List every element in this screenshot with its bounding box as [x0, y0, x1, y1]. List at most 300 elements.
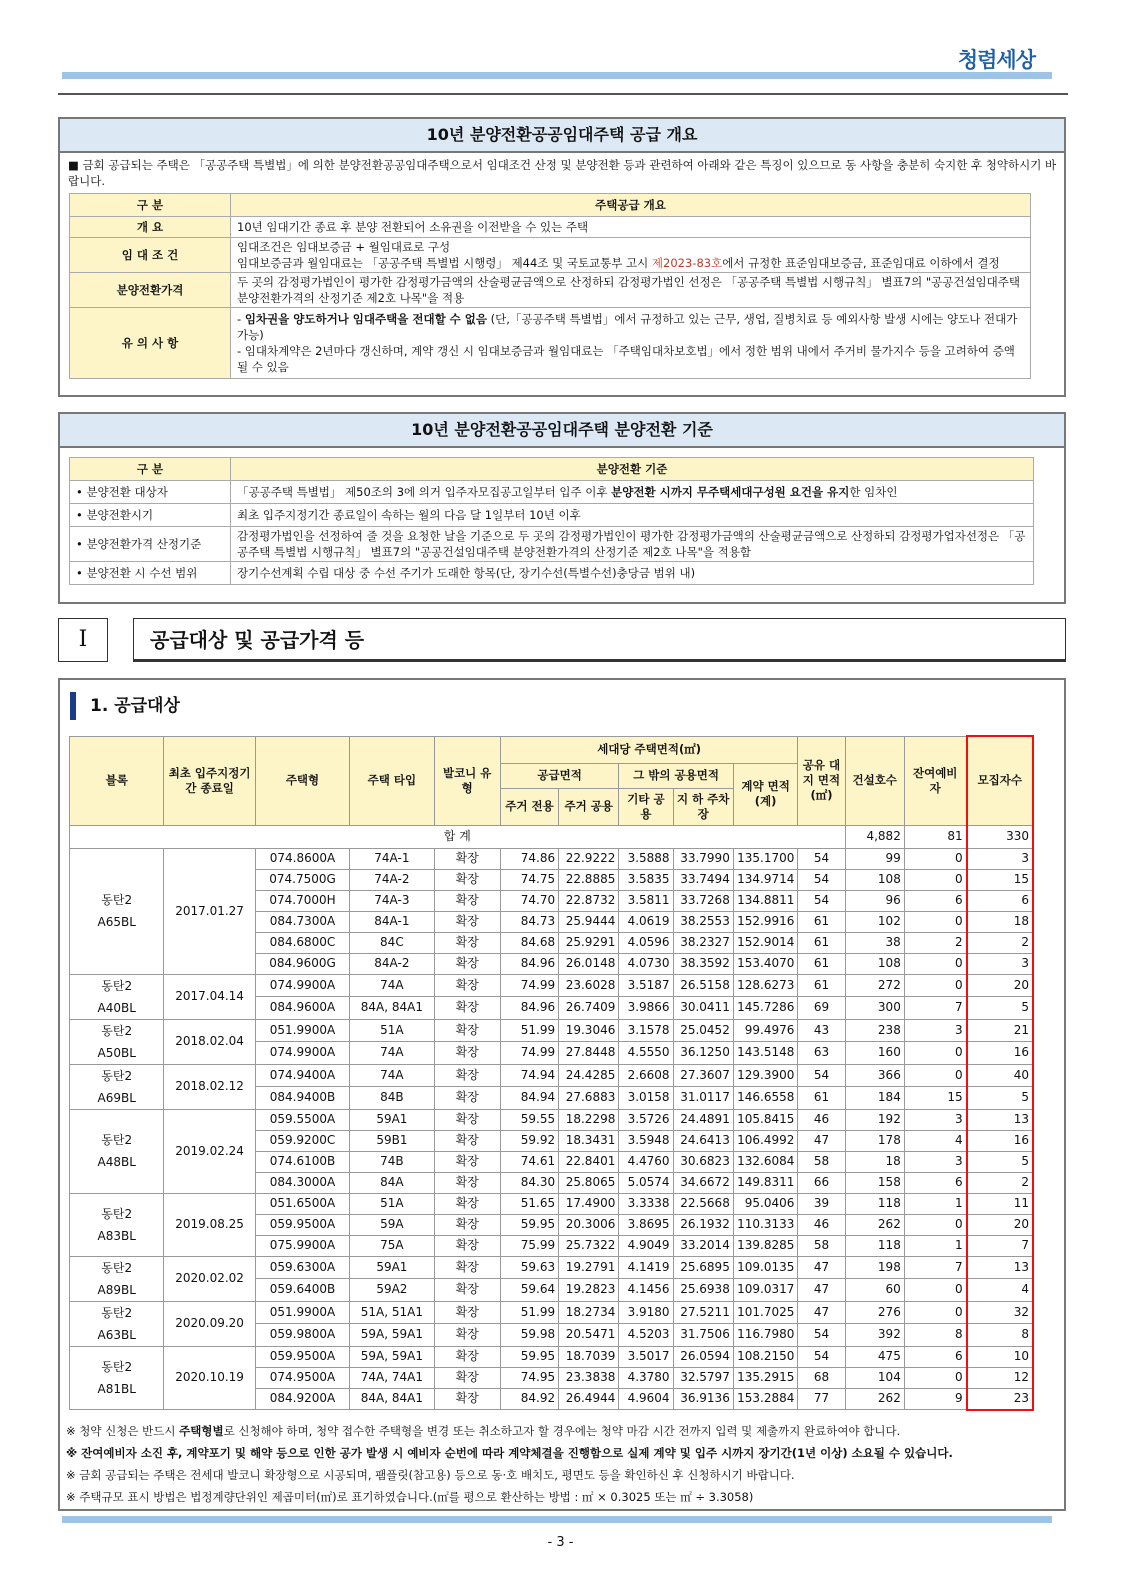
conversion-title: 10년 분양전환공공임대주택 분양전환 기준 [60, 414, 1064, 448]
table-cell: 54 [798, 1346, 845, 1367]
table-cell: 152.9014 [733, 932, 798, 953]
table-cell: 84.92 [500, 1388, 558, 1410]
table-cell: 4.3780 [619, 1367, 673, 1388]
table-cell: 20.5471 [559, 1324, 619, 1347]
table-cell: 74A [350, 1042, 434, 1065]
footnote-3: ※ 금회 공급되는 주택은 전세대 발코니 확장형으로 시공되며, 팸플릿(참고용) 등으로 동·호 배치도, 평면도 등을 확인하신 후 신청하시기 바랍니다. [66, 1468, 795, 1482]
table-cell: 47 [798, 1279, 845, 1302]
conversion-label-price: • 분양전환가격 산정기준 [70, 527, 231, 562]
table-cell: 0 [904, 1064, 966, 1087]
col-built: 건설호수 [845, 736, 904, 825]
table-cell: 074.9400A [255, 1064, 349, 1087]
table-cell: 184 [845, 1087, 904, 1110]
table-cell: 84C [350, 932, 434, 953]
table-cell: 7 [904, 997, 966, 1020]
conversion-col-category: 구 분 [70, 458, 231, 481]
table-cell: 19.3046 [559, 1019, 619, 1042]
col-land-area: 공유 대지 면적 (㎡) [798, 736, 845, 825]
table-cell: 074.8600A [255, 848, 349, 869]
table-cell: 59.64 [500, 1279, 558, 1302]
total-row [70, 825, 1034, 848]
table-cell: 51A [350, 1019, 434, 1042]
caution-dash: - [237, 312, 245, 326]
table-cell: 074.7500G [255, 869, 349, 890]
table-cell: 146.6558 [733, 1087, 798, 1110]
table-cell: 16 [967, 1042, 1033, 1065]
footnote-4: ※ 주택규모 표시 방법은 법정계량단위인 제곱미터(㎡)로 표기하였습니다.(㎡를 평으로 환산하는 방법 : ㎡ × 0.3025 또는 ㎡ ÷ 3.3058) [66, 1490, 754, 1504]
table-cell: 74.86 [500, 848, 558, 869]
table-cell: 3.9180 [619, 1301, 673, 1324]
table-cell: 31.0117 [673, 1087, 733, 1110]
table-cell: 128.6273 [733, 974, 798, 997]
table-cell: 129.3900 [733, 1064, 798, 1087]
table-cell: 5 [967, 1151, 1033, 1172]
table-cell: 4.1419 [619, 1256, 673, 1279]
table-cell: 확장 [434, 1256, 500, 1279]
table-cell: 확장 [434, 1324, 500, 1347]
table-cell: 확장 [434, 1193, 500, 1214]
table-cell: 27.6883 [559, 1087, 619, 1110]
table-cell: 69 [798, 997, 845, 1020]
table-cell: 59A, 59A1 [350, 1346, 434, 1367]
table-cell: 153.4070 [733, 953, 798, 974]
table-cell: 23 [967, 1388, 1033, 1410]
table-cell: 84B [350, 1087, 434, 1110]
conversion-price-text: 감정평가법인을 선정하여 줄 것을 요청한 날을 기준으로 두 곳의 감정평가법인이 평가한 감정평가금액의 산술평균금액으로 산정하되 감정평가업자선정은 「공공주택 특별법 시행규칙」 별표7의 "공공건설임대주택 분양전환가격의 산정기준 제2호 나목"을 적용함 [231, 527, 1034, 562]
table-cell: 15 [904, 1087, 966, 1110]
col-etc: 기타 공용 [619, 788, 673, 825]
overview-col-summary: 주택공급 개요 [231, 194, 1031, 217]
table-cell: 3.5835 [619, 869, 673, 890]
table-cell: 26.0594 [673, 1346, 733, 1367]
logo [958, 44, 1035, 74]
table-cell: 149.8311 [733, 1172, 798, 1193]
table-cell: 59.63 [500, 1256, 558, 1279]
table-cell: 61 [798, 1087, 845, 1110]
table-cell: 108.2150 [733, 1346, 798, 1367]
table-cell: 118 [845, 1235, 904, 1256]
table-cell: 3.5888 [619, 848, 673, 869]
table-cell: 18.2734 [559, 1301, 619, 1324]
table-cell: 139.8285 [733, 1235, 798, 1256]
table-cell: 109.0135 [733, 1256, 798, 1279]
table-cell: 26.5158 [673, 974, 733, 997]
table-cell: 4.1456 [619, 1279, 673, 1302]
table-row [70, 1064, 1034, 1087]
table-cell: 38.3592 [673, 953, 733, 974]
table-cell: 66 [798, 1172, 845, 1193]
block-cell: 동탄2 A69BL [70, 1064, 164, 1109]
table-cell: 18 [845, 1151, 904, 1172]
table-cell: 059.5500A [255, 1109, 349, 1130]
table-cell: 0 [904, 974, 966, 997]
caution-line-2: - 임대차계약은 2년마다 갱신하며, 계약 갱신 시 임대보증금과 월임대료는 「주택임대차보호법」에서 정한 범위 내에서 주거비 물가지수 등을 고려하여 증액될 수 있음 [237, 344, 1015, 374]
table-cell: 17.4900 [559, 1193, 619, 1214]
table-cell: 106.4992 [733, 1130, 798, 1151]
table-cell: 96 [845, 890, 904, 911]
table-cell: 30.0411 [673, 997, 733, 1020]
table-cell: 153.2884 [733, 1388, 798, 1410]
table-cell: 272 [845, 974, 904, 997]
overview-col-category: 구 분 [70, 194, 231, 217]
overview-price-text: 두 곳의 감정평가법인이 평가한 감정평가금액의 산술평균금액으로 산정하되 감정평가법인 선정은 「공공주택 특별법 시행규칙」 별표7의 "공공건설임대주택 분양전환가격의 산정기준 제2호 나목"을 적용 [231, 273, 1031, 308]
table-cell: 74.99 [500, 1042, 558, 1065]
table-cell: 392 [845, 1324, 904, 1347]
table-cell: 25.9444 [559, 911, 619, 932]
table-cell: 13 [967, 1256, 1033, 1279]
table-cell: 3.1578 [619, 1019, 673, 1042]
table-cell: 38 [845, 932, 904, 953]
overview-note: ■ 금회 공급되는 주택은 「공공주택 특별법」에 의한 분양전환공공임대주택으로서 임대조건 산정 및 분양전환 등과 관련하여 아래와 같은 특징이 있으므로 동 사항을 충분히 숙지한 후 청약하시기 바랍니다. [68, 158, 1057, 188]
table-cell: 47 [798, 1301, 845, 1324]
overview-label-price: 분양전환가격 [70, 273, 231, 308]
footnote-1b: 주택형별 [179, 1424, 224, 1438]
table-cell: 20.3006 [559, 1214, 619, 1235]
table-cell: 46 [798, 1109, 845, 1130]
table-cell: 22.8732 [559, 890, 619, 911]
table-cell: 84.73 [500, 911, 558, 932]
table-cell: 0 [904, 1367, 966, 1388]
table-cell: 3.8695 [619, 1214, 673, 1235]
table-cell: 확장 [434, 997, 500, 1020]
table-cell: 7 [967, 1235, 1033, 1256]
table-cell: 74A, 74A1 [350, 1367, 434, 1388]
block-cell: 동탄2 A40BL [70, 974, 164, 1019]
table-cell: 25.8065 [559, 1172, 619, 1193]
table-cell: 1 [904, 1193, 966, 1214]
table-cell: 77 [798, 1388, 845, 1410]
table-cell: 32.5797 [673, 1367, 733, 1388]
table-cell: 46 [798, 1214, 845, 1235]
table-cell: 84A-2 [350, 953, 434, 974]
table-cell: 26.7409 [559, 997, 619, 1020]
date-cell: 2017.01.27 [164, 848, 255, 974]
date-cell: 2020.09.20 [164, 1301, 255, 1346]
table-cell: 59A2 [350, 1279, 434, 1302]
table-cell: 확장 [434, 848, 500, 869]
table-cell: 5.0574 [619, 1172, 673, 1193]
table-cell: 0 [904, 1042, 966, 1065]
table-cell: 99.4976 [733, 1019, 798, 1042]
date-cell: 2019.02.24 [164, 1109, 255, 1193]
table-cell: 6 [904, 890, 966, 911]
table-cell: 확장 [434, 1019, 500, 1042]
table-cell: 84A, 84A1 [350, 1388, 434, 1410]
table-cell: 6 [904, 1346, 966, 1367]
table-cell: 18.7039 [559, 1346, 619, 1367]
conditions-line-2 [237, 255, 1024, 271]
table-cell: 074.9900A [255, 1042, 349, 1065]
table-cell: 4.9604 [619, 1388, 673, 1410]
table-cell: 8 [967, 1324, 1033, 1347]
conversion-timing-text: 최초 입주지정기간 종료일이 속하는 월의 다음 달 1일부터 10년 이후 [231, 504, 1034, 527]
block-cell: 동탄2 A81BL [70, 1346, 164, 1410]
table-cell: 108 [845, 953, 904, 974]
table-cell: 084.3000A [255, 1172, 349, 1193]
footer-bar [62, 1516, 1052, 1523]
table-cell: 22.8885 [559, 869, 619, 890]
table-cell: 6 [904, 1172, 966, 1193]
table-cell: 074.9500A [255, 1367, 349, 1388]
table-cell: 75.99 [500, 1235, 558, 1256]
table-cell: 74A-2 [350, 869, 434, 890]
table-cell: 276 [845, 1301, 904, 1324]
table-cell: 198 [845, 1256, 904, 1279]
table-cell: 26.4944 [559, 1388, 619, 1410]
table-cell: 3.3338 [619, 1193, 673, 1214]
col-supply-area: 공급면적 [500, 763, 619, 788]
table-cell: 0 [904, 869, 966, 890]
table-cell: 59.55 [500, 1109, 558, 1130]
table-cell: 2 [967, 932, 1033, 953]
table-cell: 확장 [434, 1346, 500, 1367]
table-cell: 40 [967, 1064, 1033, 1087]
table-cell: 059.9500A [255, 1346, 349, 1367]
caution-bold: 임차권을 양도하거나 임대주택을 전대할 수 없음 [244, 312, 488, 326]
table-cell: 18.2298 [559, 1109, 619, 1130]
table-cell: 19.2791 [559, 1256, 619, 1279]
notice-number: 제2023-83호 [651, 256, 723, 270]
table-cell: 152.9916 [733, 911, 798, 932]
table-cell: 84A [350, 1172, 434, 1193]
table-cell: 74A [350, 974, 434, 997]
table-cell: 3.5948 [619, 1130, 673, 1151]
table-row [70, 1346, 1034, 1367]
col-contract-area: 계약 면적 (계) [733, 763, 798, 825]
caution-line-1 [237, 311, 1024, 343]
block-cell: 동탄2 A63BL [70, 1301, 164, 1346]
table-cell: 33.7990 [673, 848, 733, 869]
table-cell: 22.8401 [559, 1151, 619, 1172]
table-cell: 8 [904, 1324, 966, 1347]
table-cell: 74A [350, 1064, 434, 1087]
table-cell: 4 [967, 1279, 1033, 1302]
conversion-table [69, 457, 1034, 585]
table-cell: 74.95 [500, 1367, 558, 1388]
table-cell: 확장 [434, 1151, 500, 1172]
overview-table [69, 193, 1031, 379]
total-recruit: 330 [967, 825, 1033, 848]
date-cell: 2019.08.25 [164, 1193, 255, 1256]
table-cell: 33.7268 [673, 890, 733, 911]
footnote-1a: ※ 청약 신청은 반드시 [66, 1424, 180, 1438]
total-built: 4,882 [845, 825, 904, 848]
table-cell: 3 [904, 1019, 966, 1042]
table-cell: 3.5187 [619, 974, 673, 997]
table-cell: 15 [967, 869, 1033, 890]
table-row [70, 1019, 1034, 1042]
table-cell: 23.6028 [559, 974, 619, 997]
table-cell: 38.2327 [673, 932, 733, 953]
col-area-group: 세대당 주택면적(㎡) [500, 736, 798, 763]
table-cell: 확장 [434, 1042, 500, 1065]
block-cell: 동탄2 A48BL [70, 1109, 164, 1193]
total-reserve: 81 [904, 825, 966, 848]
col-other-common: 그 밖의 공용면적 [619, 763, 733, 788]
table-cell: 5 [967, 1087, 1033, 1110]
table-cell: 22.9222 [559, 848, 619, 869]
table-cell: 4.5550 [619, 1042, 673, 1065]
table-cell: 39 [798, 1193, 845, 1214]
table-cell: 20 [967, 974, 1033, 997]
table-cell: 158 [845, 1172, 904, 1193]
table-cell: 0 [904, 1279, 966, 1302]
table-cell: 99 [845, 848, 904, 869]
table-cell: 084.9600A [255, 997, 349, 1020]
table-cell: 059.6300A [255, 1256, 349, 1279]
overview-caution-text [231, 308, 1031, 379]
table-cell: 26.1932 [673, 1214, 733, 1235]
table-cell: 2 [904, 932, 966, 953]
table-cell: 108 [845, 869, 904, 890]
table-cell: 61 [798, 932, 845, 953]
table-cell: 84A-1 [350, 911, 434, 932]
page-number: - 3 - [547, 1535, 574, 1550]
col-reserve: 잔여예비자 [904, 736, 966, 825]
col-living: 주거 전용 [500, 788, 558, 825]
table-cell: 54 [798, 869, 845, 890]
table-cell: 3 [904, 1109, 966, 1130]
table-cell: 134.9714 [733, 869, 798, 890]
table-cell: 51A [350, 1193, 434, 1214]
table-cell: 059.9200C [255, 1130, 349, 1151]
table-cell: 51.65 [500, 1193, 558, 1214]
table-cell: 58 [798, 1235, 845, 1256]
table-cell: 051.9900A [255, 1019, 349, 1042]
table-cell: 19.2823 [559, 1279, 619, 1302]
conversion-repair-text: 장기수선계획 수립 대상 중 수선 주기가 도래한 항목(단, 장기수선(특별수선)충당금 범위 내) [231, 562, 1034, 585]
table-cell: 6 [967, 890, 1033, 911]
table-cell: 36.1250 [673, 1042, 733, 1065]
table-cell: 32 [967, 1301, 1033, 1324]
overview-label-conditions: 임 대 조 건 [70, 238, 231, 273]
table-cell: 105.8415 [733, 1109, 798, 1130]
table-row [70, 974, 1034, 997]
overview-title: 10년 분양전환공공임대주택 공급 개요 [60, 119, 1064, 153]
header-bar [62, 72, 1052, 79]
table-cell: 74A-3 [350, 890, 434, 911]
table-cell: 확장 [434, 1214, 500, 1235]
table-cell: 178 [845, 1130, 904, 1151]
table-cell: 59A1 [350, 1256, 434, 1279]
table-cell: 4.0619 [619, 911, 673, 932]
table-cell: 61 [798, 953, 845, 974]
table-cell: 59B1 [350, 1130, 434, 1151]
table-cell: 135.2915 [733, 1367, 798, 1388]
table-cell: 27.8448 [559, 1042, 619, 1065]
footnote-1c: 로 신청해야 하며, 청약 접수한 주택형을 변경 또는 취소하고자 할 경우에는 청약 마감 시간 전까지 입력 및 제출까지 완료하여야 합니다. [223, 1424, 901, 1438]
table-cell: 4 [904, 1130, 966, 1151]
table-row [70, 1301, 1034, 1324]
eligible-bold: 분양전환 시까지 무주택세대구성원 요건을 유지 [611, 485, 850, 499]
table-cell: 475 [845, 1346, 904, 1367]
eligible-a: 「공공주택 특별법」 제50조의 3에 의거 입주자모집공고일부터 입주 이후 [237, 485, 612, 499]
table-cell: 확장 [434, 1301, 500, 1324]
col-block: 블록 [70, 736, 164, 825]
table-cell: 확장 [434, 1087, 500, 1110]
supply-table [69, 735, 1034, 1411]
table-cell: 58 [798, 1151, 845, 1172]
table-cell: 25.6895 [673, 1256, 733, 1279]
table-cell: 110.3133 [733, 1214, 798, 1235]
table-cell: 0 [904, 1214, 966, 1235]
table-cell: 33.2014 [673, 1235, 733, 1256]
table-cell: 61 [798, 911, 845, 932]
table-cell: 51.99 [500, 1019, 558, 1042]
table-cell: 31.7506 [673, 1324, 733, 1347]
table-cell: 074.7000H [255, 890, 349, 911]
caution-rest: (단,「공공주택 특별법」에서 규정하고 있는 근무, 생업, 질병치료 등 예외사항 발생 시에는 양도나 전대가 가능) [237, 312, 1018, 342]
table-cell: 104 [845, 1367, 904, 1388]
table-cell: 084.9600G [255, 953, 349, 974]
table-cell: 132.6084 [733, 1151, 798, 1172]
table-cell: 059.6400B [255, 1279, 349, 1302]
table-cell: 25.0452 [673, 1019, 733, 1042]
conversion-label-timing: • 분양전환시기 [70, 504, 231, 527]
table-cell: 0 [904, 1301, 966, 1324]
table-cell: 84.30 [500, 1172, 558, 1193]
table-cell: 61 [798, 974, 845, 997]
table-cell: 60 [845, 1279, 904, 1302]
table-cell: 24.6413 [673, 1130, 733, 1151]
table-cell: 102 [845, 911, 904, 932]
table-cell: 54 [798, 1064, 845, 1087]
section-number: Ⅰ [58, 618, 108, 662]
table-cell: 116.7980 [733, 1324, 798, 1347]
date-cell: 2018.02.04 [164, 1019, 255, 1064]
block-cell: 동탄2 A83BL [70, 1193, 164, 1256]
table-cell: 확장 [434, 1367, 500, 1388]
table-cell: 0 [904, 848, 966, 869]
table-cell: 2 [967, 1172, 1033, 1193]
table-cell: 11 [967, 1193, 1033, 1214]
conditions-line-1: 임대조건은 임대보증금 + 월임대료로 구성 [237, 240, 451, 254]
overview-summary-text: 10년 임대기간 종료 후 분양 전환되어 소유권을 이전받을 수 있는 주택 [231, 217, 1031, 238]
table-cell: 26.0148 [559, 953, 619, 974]
overview-conditions-text [231, 238, 1031, 273]
table-cell: 10 [967, 1346, 1033, 1367]
table-cell: 3 [967, 848, 1033, 869]
table-cell: 84.94 [500, 1087, 558, 1110]
table-cell: 47 [798, 1130, 845, 1151]
table-cell: 084.9400B [255, 1087, 349, 1110]
table-cell: 확장 [434, 911, 500, 932]
total-label: 합 계 [70, 825, 846, 848]
table-cell: 확장 [434, 1235, 500, 1256]
table-cell: 3.5017 [619, 1346, 673, 1367]
table-cell: 34.6672 [673, 1172, 733, 1193]
table-cell: 확장 [434, 974, 500, 997]
conversion-eligible-text [231, 481, 1034, 504]
table-cell: 1 [904, 1235, 966, 1256]
table-cell: 18.3431 [559, 1130, 619, 1151]
table-cell: 74.70 [500, 890, 558, 911]
table-cell: 2.6608 [619, 1064, 673, 1087]
col-first-date: 최초 입주지정기간 종료일 [164, 736, 255, 825]
table-cell: 84.96 [500, 953, 558, 974]
table-cell: 74B [350, 1151, 434, 1172]
table-cell: 9 [904, 1388, 966, 1410]
overview-label-caution: 유 의 사 항 [70, 308, 231, 379]
table-cell: 24.4285 [559, 1064, 619, 1087]
col-balcony: 발코니 유형 [434, 736, 500, 825]
table-cell: 75A [350, 1235, 434, 1256]
date-cell: 2020.02.02 [164, 1256, 255, 1301]
table-cell: 59.95 [500, 1214, 558, 1235]
table-cell: 확장 [434, 953, 500, 974]
block-cell: 동탄2 A65BL [70, 848, 164, 974]
table-cell: 59.92 [500, 1130, 558, 1151]
